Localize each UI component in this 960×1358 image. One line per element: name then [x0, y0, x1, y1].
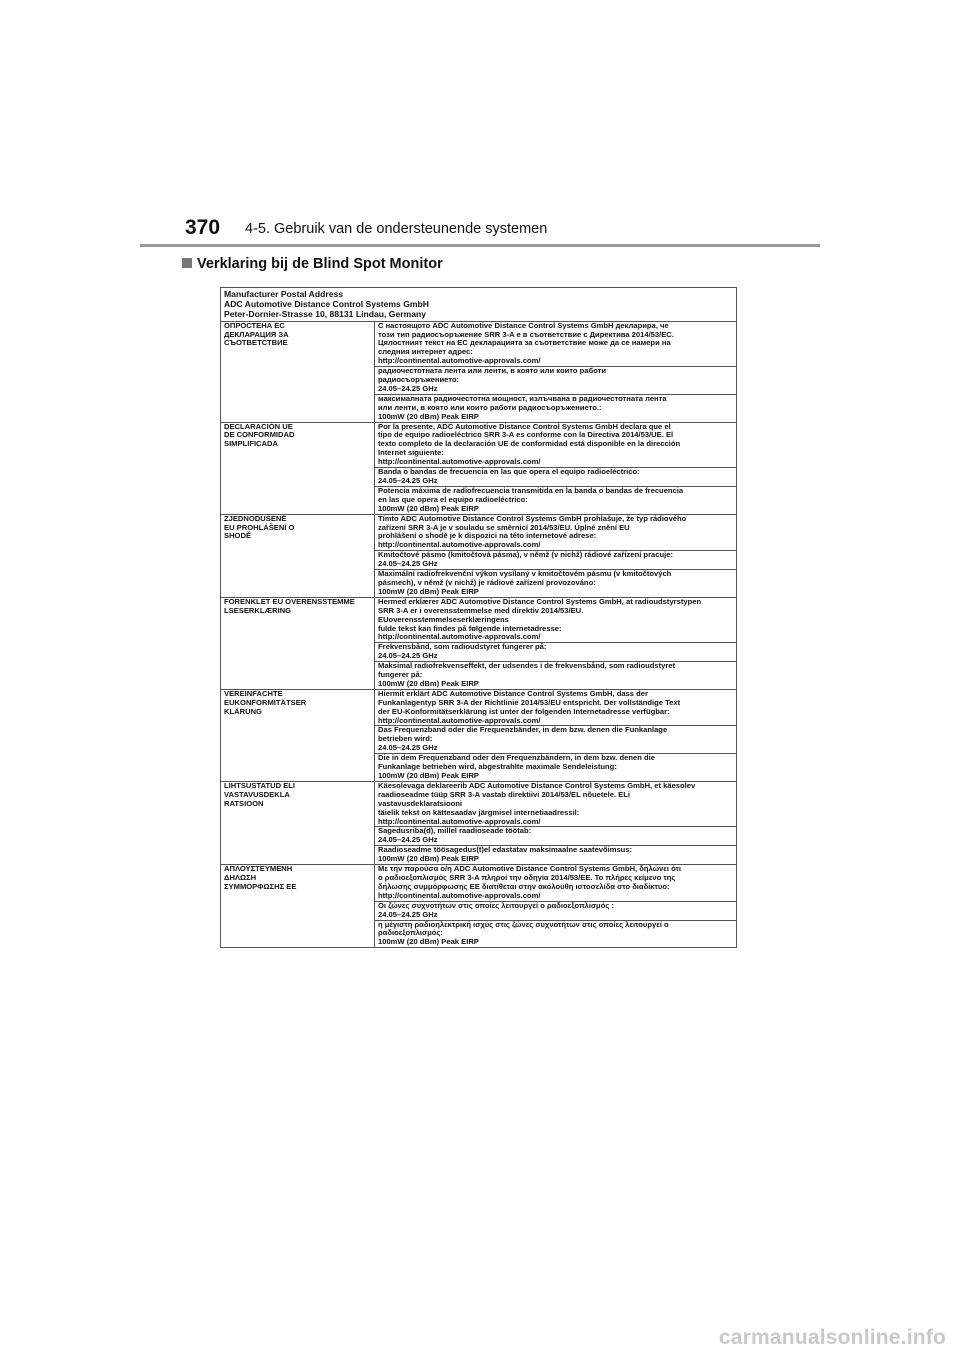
declaration-text-cell	[375, 468, 737, 487]
declaration-table	[220, 287, 737, 948]
declaration-text: Οι ζώνες συχνοτήτων στις οποίες λειτουργεί ο ραδιοεξοπλισμός : 24.05–24.25 GHz	[378, 900, 614, 919]
language-title: VEREINFACHTE EUKONFORMITÄTSER KLÄRUNG	[224, 688, 307, 716]
square-bullet-icon	[182, 258, 192, 268]
declaration-text: η μέγιστη ραδιοηλεκτρική ισχύς στις ζώνες συχνοτήτων στις οποίες λειτουργεί ο ραδιοεξοπλισμός: 100mW (20 dBm) Peak EIRP	[378, 919, 669, 947]
declaration-text-cell	[375, 321, 737, 367]
declaration-text: Maksimal radiofrekvenseffekt, der udsendes i de frekvensbånd, som radioudstyret fungerer på: 100mW (20 dBm) Peak EIRP	[378, 661, 676, 688]
declaration-text-cell	[375, 662, 737, 690]
page-number: 370	[185, 216, 221, 239]
declaration-text: Hiermit erklärt ADC Automotive Distance Control Systems GmbH, dass der Funkanlagentyp SRR 3-A der Richtlinie 2014/53/EU entspricht. Der vollständige Text der EU-Konformitätserklärung ist unter der folgenden Internetadresse verfügbar: http://continental.automotive-approvals.com/	[378, 688, 681, 725]
declaration-text: Raadioseadme töösagedus(t)el edastatav maksimaalne saatevõimsus: 100mW (20 dBm) Peak EIRP	[378, 845, 633, 864]
language-title: FORENKLET EU OVERENSSTEMME LSESERKLÆRING	[224, 596, 355, 615]
manufacturer-cell	[221, 288, 737, 322]
declaration-text-cell	[375, 726, 737, 754]
declaration-text: Das Frequenzband oder die Frequenzbänder, in dem bzw. denen die Funkanlage betrieben wird: 24.05–24.25 GHz	[378, 725, 668, 753]
language-title-cell	[221, 321, 375, 422]
declaration-text: Potencia máxima de radiofrecuencia transmitida en la banda o bandas de frecuencia en las que opera el equipo radioeléctrico: 100mW (20 dBm) Peak EIRP	[378, 485, 684, 513]
declaration-text-cell	[375, 551, 737, 570]
declaration-text-cell	[375, 514, 737, 551]
declaration-text-cell	[375, 486, 737, 514]
declaration-row	[221, 514, 737, 551]
language-title: ΑΠΛΟΥΣΤΕΥΜΕΝΗ ΔΗΛΩΣΗ ΣΥΜΜΟΡΦΩΣΗΣ ΕΕ	[224, 864, 297, 891]
declaration-text-cell	[375, 570, 737, 598]
declaration-text-cell	[375, 865, 737, 902]
language-title-cell	[221, 865, 375, 948]
declaration-row	[221, 865, 737, 902]
declaration-text-cell	[375, 394, 737, 422]
declaration-text: Maximální radiofrekvenční výkon vysílaný v kmitočtovém pásmu (v kmitočtových pásmech), v němž (v nichž) je rádiové zařízení provozováno: 100mW (20 dBm) Peak EIRP	[378, 569, 672, 596]
declaration-row	[221, 781, 737, 827]
language-title-cell	[221, 781, 375, 864]
declaration-row	[221, 689, 737, 726]
manufacturer-address: Manufacturer Postal Address ADC Automotive Distance Control Systems GmbH Peter-Dornier-Strasse 10, 88131 Lindau, Germany	[224, 289, 430, 320]
declaration-text: Por la presente, ADC Automotive Distance Control Systems GmbH declara que el tipo de equipo radioeléctrico SRR 3-A es conforme con la Directiva 2014/53/UE. El texto completo de la declaración UE de conformidad está disponible en la dirección Internet siguiente: http://continental.automotive-approvals.com/	[378, 421, 681, 467]
declaration-text-cell	[375, 846, 737, 865]
language-title: LIHTSUSTATUD ELI VASTAVUSDEKLA RATSIOON	[224, 780, 296, 808]
declaration-row	[221, 597, 737, 643]
declaration-row	[221, 422, 737, 468]
declaration-text: Frekvensbånd, som radioudstyret fungerer på: 24.05–24.25 GHz	[378, 642, 547, 661]
declaration-text: Kmitočtové pásmo (kmitočtová pásma), v němž (v nichž) rádiové zařízení pracuje: 24.05–24.25 GHz	[378, 550, 673, 569]
declaration-text: Die in dem Frequenzband oder den Frequenzbändern, in dem bzw. denen die Funkanlage betrieben wird, abgestrahlte maximale Sendeleistung: 100mW (20 dBm) Peak EIRP	[378, 753, 655, 781]
declaration-text: С настоящото ADC Automotive Distance Control Systems GmbH декларира, че този тип радиосъоръжение SRR 3-A е в съответствие с Директива 2014/53/EC. Цялостният текст на ЕС декларацията за съответствие може да се намери на следния интернет адрес: http://continental.automotive-approvals.com/	[378, 320, 674, 366]
language-title-cell	[221, 422, 375, 514]
declaration-text: радиочестотната лента или ленти, в която или които работи радиосъоръжението: 24.05–24.25 GHz	[378, 366, 607, 393]
language-title: ОПРОСТЕНА ЕС ДЕКЛАРАЦИЯ ЗА СЪОТВЕТСТВИЕ	[224, 320, 289, 348]
declaration-text: Käesolevaga deklareerib ADC Automotive Distance Control Systems GmbH, et käesolev raadioseadme tüüp SRR 3-A vastab direktiivi 2014/53/EL nõuetele. ELi vastavusdeklaratsiooni täielik tekst on kättesaadav järgmisel internetiaadressil: http://continental.automotive-approvals.com/	[378, 780, 696, 826]
declaration-text: Tímto ADC Automotive Distance Control Systems GmbH prohlašuje, že typ rádiového zařízení SRR 3-A je v souladu se směrnicí 2014/53/EU. Úplné znění EU prohlášení o shodě je k dispozici na této internetové adrese: http://continental.automotive-approvals.com/	[378, 513, 687, 550]
language-title: DECLARACIÓN UE DE CONFORMIDAD SIMPLIFICADA	[224, 421, 295, 449]
declaration-text-cell	[375, 689, 737, 726]
declaration-text-cell	[375, 754, 737, 782]
language-title-cell	[221, 514, 375, 597]
declaration-text: Banda o bandas de frecuencia en las que opera el equipo radioeléctrico: 24.05–24.25 GHz	[378, 467, 640, 486]
language-title-cell	[221, 689, 375, 781]
declaration-text: Hermed erklærer ADC Automotive Distance Control Systems GmbH, at radioudstyrstypen SRR 3-A er i overensstemmelse med direktiv 2014/53/EU. EUoverensstemmelseserklæringens fulde tekst kan findes på følgende internetadresse: http://continental.automotive-approvals.com/	[378, 596, 702, 642]
declaration-text-cell	[375, 597, 737, 643]
declaration-text: Sagedusriba(d), millel raadioseade töötab: 24.05–24.25 GHz	[378, 826, 532, 845]
declaration-text: максималната радиочестотна мощност, излъчвана в радиочестотната лента или ленти, в която или които работи радиосъоръжението.: 100mW (20 dBm) Peak EIRP	[378, 393, 667, 421]
header-rule	[140, 244, 820, 247]
subsection-title	[182, 256, 443, 272]
manufacturer-row	[221, 288, 737, 322]
declaration-text-cell	[375, 920, 737, 948]
section-header: 4-5. Gebruik van de ondersteunende systemen	[245, 221, 548, 237]
declaration-text: Με την παρούσα ο/η ADC Automotive Distance Control Systems GmbH, δηλώνει ότι ο ραδιοεξοπλισμός SRR 3-A πληροί την οδηγία 2014/53/ΕΕ. Το πλήρες κείμενο της δήλωσης συμμόρφωσης ΕΕ διατίθεται στην ακόλουθη ιστοσελίδα στο διαδίκτυο: http://continental.automotive-approvals.com/	[378, 864, 682, 900]
declaration-text-cell	[375, 827, 737, 846]
declaration-row	[221, 321, 737, 367]
watermark: carmanualsonline.info	[718, 1326, 946, 1349]
declaration-text-cell	[375, 367, 737, 395]
declaration-text-cell	[375, 422, 737, 468]
declaration-text-cell	[375, 781, 737, 827]
declaration-table-body	[221, 288, 737, 948]
declaration-text-cell	[375, 901, 737, 920]
language-title-cell	[221, 597, 375, 689]
subsection-title-text: Verklaring bij de Blind Spot Monitor	[197, 256, 443, 272]
language-title: ZJEDNODUŠENÉ EU PROHLÁŠENÍ O SHODĚ	[224, 513, 295, 541]
declaration-text-cell	[375, 643, 737, 662]
